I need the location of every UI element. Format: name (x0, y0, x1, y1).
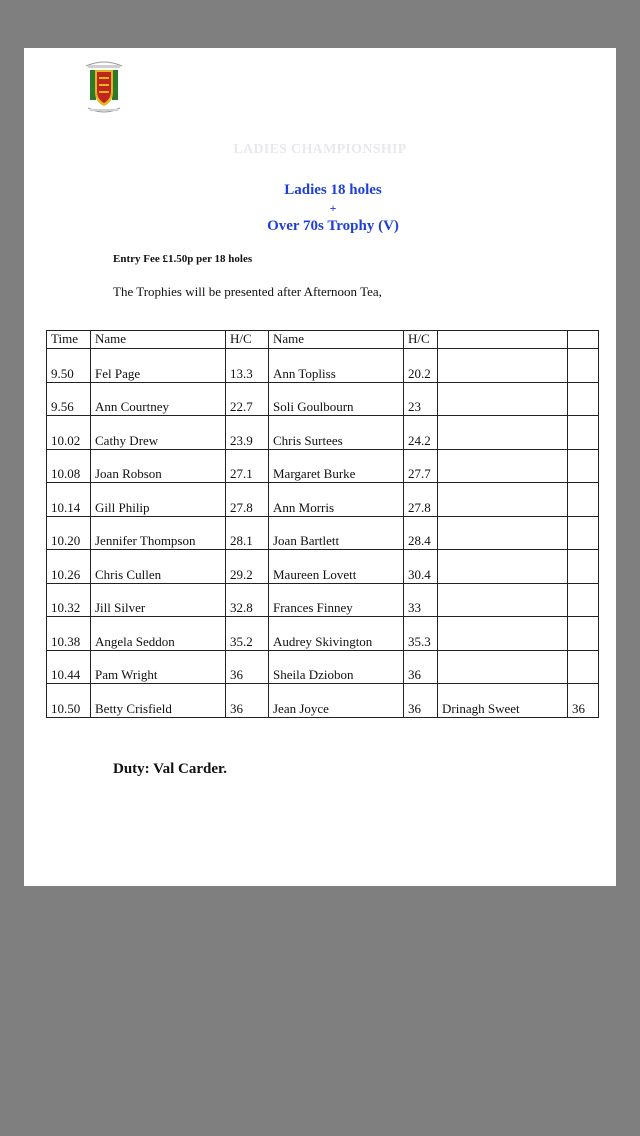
club-crest-icon (80, 58, 128, 118)
table-row (47, 382, 599, 416)
player-1-hc-cell: 36 (226, 684, 269, 718)
player-2-name-cell: Chris Surtees (269, 416, 404, 450)
tee-time-cell: 10.02 (47, 416, 91, 450)
table-row (47, 684, 599, 718)
header-empty (438, 331, 568, 349)
tee-time-cell: 10.32 (47, 583, 91, 617)
player-2-name-cell: Margaret Burke (269, 449, 404, 483)
heading-ladies-18-holes: Ladies 18 holes (284, 182, 382, 198)
header-name-2: Name (269, 331, 404, 349)
player-3-hc-cell (568, 349, 599, 383)
player-1-name-cell: Jill Silver (91, 583, 226, 617)
player-2-name-cell: Audrey Skivington (269, 617, 404, 651)
header-hc: H/C (226, 331, 269, 349)
table-row (47, 550, 599, 584)
tee-time-cell: 10.14 (47, 483, 91, 517)
table-row (47, 449, 599, 483)
player-3-name-cell (438, 550, 568, 584)
player-3-name-cell (438, 483, 568, 517)
player-1-hc-cell: 32.8 (226, 583, 269, 617)
player-2-hc-cell: 27.8 (404, 483, 438, 517)
player-1-hc-cell: 35.2 (226, 617, 269, 651)
player-3-name-cell (438, 650, 568, 684)
duty-text: Duty: Val Carder. (113, 761, 228, 777)
table-row (47, 583, 599, 617)
faded-championship-title: LADIES CHAMPIONSHIP (233, 142, 407, 157)
player-1-name-cell: Gill Philip (91, 483, 226, 517)
entry-fee-text: Entry Fee £1.50p per 18 holes (113, 253, 253, 265)
player-3-hc-cell: 36 (568, 684, 599, 718)
player-1-name-cell: Ann Courtney (91, 382, 226, 416)
player-2-name-cell: Soli Goulbourn (269, 382, 404, 416)
player-3-name-cell (438, 583, 568, 617)
player-1-hc-cell: 29.2 (226, 550, 269, 584)
tee-time-cell: 10.20 (47, 516, 91, 550)
player-3-hc-cell (568, 483, 599, 517)
player-2-hc-cell: 23 (404, 382, 438, 416)
player-3-hc-cell (568, 583, 599, 617)
header-empty-2 (568, 331, 599, 349)
header-time: Time (47, 331, 91, 349)
player-1-name-cell: Angela Seddon (91, 617, 226, 651)
player-2-hc-cell: 33 (404, 583, 438, 617)
heading-plus: + (329, 201, 337, 215)
player-2-hc-cell: 20.2 (404, 349, 438, 383)
player-1-name-cell: Pam Wright (91, 650, 226, 684)
player-2-hc-cell: 28.4 (404, 516, 438, 550)
player-1-hc-cell: 22.7 (226, 382, 269, 416)
player-3-hc-cell (568, 382, 599, 416)
player-3-hc-cell (568, 416, 599, 450)
table-row (47, 416, 599, 450)
header-hc-2: H/C (404, 331, 438, 349)
player-2-hc-cell: 36 (404, 684, 438, 718)
player-1-hc-cell: 27.8 (226, 483, 269, 517)
table-row (47, 516, 599, 550)
player-3-name-cell (438, 617, 568, 651)
table-row (47, 617, 599, 651)
player-2-hc-cell: 24.2 (404, 416, 438, 450)
tee-times-table (46, 330, 599, 718)
player-2-hc-cell: 30.4 (404, 550, 438, 584)
table-row (47, 349, 599, 383)
player-3-name-cell (438, 516, 568, 550)
player-1-name-cell: Jennifer Thompson (91, 516, 226, 550)
document-page (24, 48, 616, 886)
player-2-hc-cell: 27.7 (404, 449, 438, 483)
table-header-row (47, 331, 599, 349)
player-3-name-cell (438, 382, 568, 416)
player-2-name-cell: Maureen Lovett (269, 550, 404, 584)
player-2-name-cell: Frances Finney (269, 583, 404, 617)
player-2-name-cell: Ann Morris (269, 483, 404, 517)
player-1-hc-cell: 28.1 (226, 516, 269, 550)
player-1-name-cell: Chris Cullen (91, 550, 226, 584)
table-row (47, 650, 599, 684)
player-3-name-cell (438, 349, 568, 383)
tee-time-cell: 10.08 (47, 449, 91, 483)
player-3-hc-cell (568, 617, 599, 651)
player-2-name-cell: Sheila Dziobon (269, 650, 404, 684)
player-1-name-cell: Joan Robson (91, 449, 226, 483)
tee-time-cell: 10.44 (47, 650, 91, 684)
tee-time-cell: 9.56 (47, 382, 91, 416)
player-3-name-cell (438, 449, 568, 483)
player-3-name-cell (438, 416, 568, 450)
header-name: Name (91, 331, 226, 349)
tee-time-cell: 10.38 (47, 617, 91, 651)
player-2-name-cell: Ann Topliss (269, 349, 404, 383)
player-3-hc-cell (568, 650, 599, 684)
player-1-hc-cell: 27.1 (226, 449, 269, 483)
player-3-name-cell: Drinagh Sweet (438, 684, 568, 718)
player-2-hc-cell: 36 (404, 650, 438, 684)
player-1-hc-cell: 23.9 (226, 416, 269, 450)
trophies-note: The Trophies will be presented after Afternoon Tea, (113, 284, 382, 299)
player-2-hc-cell: 35.3 (404, 617, 438, 651)
player-3-hc-cell (568, 550, 599, 584)
tee-time-cell: 10.50 (47, 684, 91, 718)
player-1-name-cell: Betty Crisfield (91, 684, 226, 718)
player-1-name-cell: Fel Page (91, 349, 226, 383)
player-1-name-cell: Cathy Drew (91, 416, 226, 450)
player-2-name-cell: Joan Bartlett (269, 516, 404, 550)
table-row (47, 483, 599, 517)
tee-time-cell: 10.26 (47, 550, 91, 584)
player-2-name-cell: Jean Joyce (269, 684, 404, 718)
heading-over-70s-trophy: Over 70s Trophy (V) (267, 218, 399, 234)
player-1-hc-cell: 36 (226, 650, 269, 684)
player-3-hc-cell (568, 516, 599, 550)
player-1-hc-cell: 13.3 (226, 349, 269, 383)
tee-time-cell: 9.50 (47, 349, 91, 383)
player-3-hc-cell (568, 449, 599, 483)
